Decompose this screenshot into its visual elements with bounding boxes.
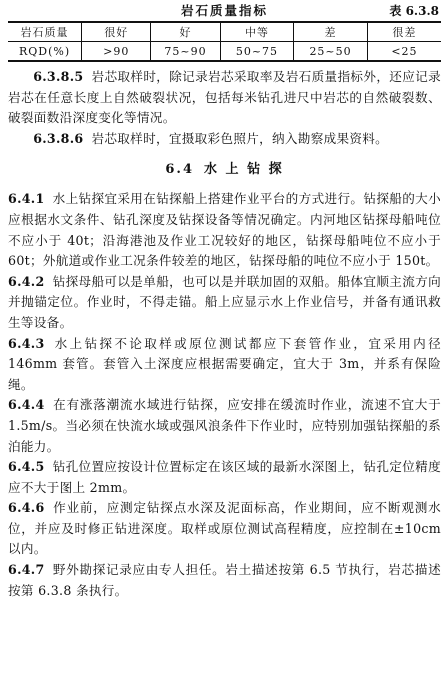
table-cell: 25~50 — [294, 42, 368, 62]
clause-text: 钻孔位置应按设计位置标定在该区域的最新水深图上，钻孔定位精度应不大于图上 2mm。 — [8, 459, 441, 495]
clause-text: 在有涨落潮流水域进行钻探，应安排在缓流时作业，流速不宜大于 1.5m/s。当必须在快流水域或强风浪条件下作业时，应特别加强钻探船的系泊能力。 — [8, 397, 441, 454]
clause-number: 6.4.6 — [8, 500, 45, 516]
clause-text: 水上钻探宜采用在钻探船上搭建作业平台的方式进行。钻探船的大小应根据水文条件、钻孔深度及钻探设备等情况确定。内河地区钻探母船吨位不应小于 40t；沿海港池及作业工况较好的地区，钻探母船吨位不应小于 60t；外航道或作业工况条件较差的地区，钻探母船的吨位不应小于 150t。 — [8, 191, 441, 269]
clause-number: 6.4.2 — [8, 273, 45, 289]
clause-text: 钻探母船可以是单船，也可以是并联加固的双船。船体宜顺主流方向并抛锚定位。作业时，不得走锚。船上应显示水上作业信号，并备有通讯救生等设备。 — [8, 273, 441, 330]
clause-number: 6.4.5 — [8, 459, 45, 475]
table-cell: 50~75 — [220, 42, 294, 62]
clause-6-4-4 — [8, 395, 441, 457]
table-caption — [8, 2, 441, 20]
clause-text: 岩芯取样时，除记录岩芯采取率及岩石质量指标外，还应记录岩芯在任意长度上自然破裂状况，包括每米钻孔进尺中岩芯的自然破裂数、破裂面数沿深度变化等情况。 — [8, 69, 441, 126]
table-cell: RQD(%) — [8, 42, 82, 62]
clause-6-4-6 — [8, 498, 441, 560]
clause-number: 6.4.3 — [8, 335, 45, 351]
body-text — [8, 67, 441, 601]
table-cell: 很差 — [367, 22, 441, 42]
table-cell: <25 — [367, 42, 441, 62]
table-cell: 中等 — [220, 22, 294, 42]
table-value-row — [8, 42, 441, 62]
clause-number: 6.4.1 — [8, 191, 45, 207]
table-title: 岩石质量指标 — [180, 3, 268, 18]
clause-6-4-5 — [8, 457, 441, 498]
table-cell: 好 — [151, 22, 220, 42]
clause-number: 6.4.7 — [8, 562, 45, 578]
table-cell: >90 — [82, 42, 151, 62]
clause-text: 野外勘探记录应由专人担任。岩土描述按第 6.5 节执行，岩芯描述按第 6.3.8 条执行。 — [8, 562, 441, 598]
clause-number: 6.4.4 — [8, 397, 45, 413]
section-title: 水 上 钻 探 — [204, 162, 284, 178]
clause-6-4-7 — [8, 560, 441, 601]
clause-6-3-8-6 — [8, 129, 441, 150]
clause-number: 6.3.8.5 — [33, 69, 84, 84]
clause-6-4-3 — [8, 334, 441, 396]
clause-number: 6.3.8.6 — [33, 130, 84, 146]
table-cell: 差 — [294, 22, 368, 42]
clause-6-4-2 — [8, 272, 441, 334]
clause-6-4-1 — [8, 189, 441, 271]
section-heading — [8, 159, 441, 181]
table-cell: 岩石质量 — [8, 22, 82, 42]
clause-text: 水上钻探不论取样或原位测试都应下套管作业，宜采用内径 146mm 套管。套管入土深度应根据需要确定，宜大于 3m，并系有保险绳。 — [8, 335, 441, 392]
table-cell: 很好 — [82, 22, 151, 42]
table-number: 表 6.3.8 — [389, 4, 439, 18]
table-cell: 75~90 — [151, 42, 220, 62]
clause-text: 作业前，应测定钻探点水深及泥面标高，作业期间，应不断观测水位，并应及时修正钻进深度。取样或原位测试高程精度，应控制在±10cm 以内。 — [8, 500, 441, 557]
table-header-row — [8, 22, 441, 42]
clause-text: 岩芯取样时，宜摄取彩色照片，纳入勘察成果资料。 — [91, 130, 389, 146]
clause-6-3-8-5 — [8, 67, 441, 129]
rock-quality-table — [8, 21, 441, 62]
section-number: 6.4 — [165, 162, 195, 178]
